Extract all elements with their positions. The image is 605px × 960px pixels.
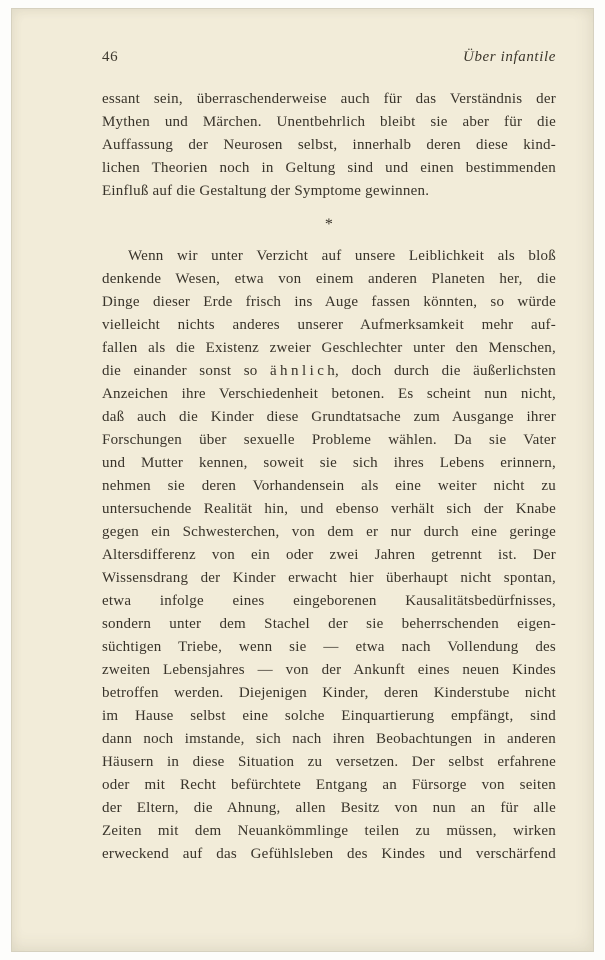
text-line: oder mit Recht befürchtete Entgang an Fürsorge von seiten <box>102 777 556 793</box>
text-line: Einfluß auf die Gestaltung der Symptome gewinnen. <box>102 183 430 199</box>
text-line: etwa infolge eines eingeborenen Kausalitätsbedürfnisses, <box>102 593 556 609</box>
text-line: Häusern in diese Situation zu versetzen. Der selbst erfahrene <box>102 754 556 770</box>
text-line: Mythen und Märchen. Unentbehrlich bleibt sie aber für die <box>102 114 556 130</box>
text-line: der Eltern, die Ahnung, allen Besitz von nun an für alle <box>102 800 556 816</box>
text-line: lichen Theorien noch in Geltung sind und einen bestimmenden <box>102 160 556 176</box>
text-line: gegen ein Schwesterchen, von dem er nur durch eine geringe <box>102 524 556 540</box>
text-line: betroffen werden. Diejenigen Kinder, deren Kinderstube nicht <box>102 685 556 701</box>
text-line: dann noch imstande, sich nach ihren Beobachtungen in anderen <box>102 731 556 747</box>
text-line: Wissensdrang der Kinder erwacht hier überhaupt nicht spontan, <box>102 570 556 586</box>
text-line: süchtigen Triebe, wenn sie — etwa nach Vollendung des <box>102 639 556 655</box>
running-header: Über infantile <box>463 49 556 65</box>
text-line: Anzeichen ihre Verschiedenheit betonen. Es scheint nun nicht, <box>102 386 556 402</box>
book-page <box>11 8 594 952</box>
page-number: 46 <box>102 49 119 65</box>
text-line: im Hause selbst eine solche Einquartierung empfängt, sind <box>102 708 556 724</box>
paragraph-2 <box>102 245 556 866</box>
text-line: Zeiten mit dem Neuankömmlinge teilen zu müssen, wirken <box>102 823 556 839</box>
text-line: erweckend auf das Gefühlsleben des Kindes und verschärfend <box>102 846 556 862</box>
text-line: Dinge dieser Erde frisch ins Auge fassen könnten, so würde <box>102 294 556 310</box>
text-line: untersuchende Realität hin, und ebenso verhält sich der Knabe <box>102 501 556 517</box>
paragraph-1 <box>102 88 556 203</box>
body-text <box>102 88 556 866</box>
text-line: denkende Wesen, etwa von einem anderen Planeten her, die <box>102 271 556 287</box>
section-separator: * <box>324 216 334 233</box>
text-line: Forschungen über sexuelle Probleme wählen. Da sie Vater <box>102 432 556 448</box>
text-line: sondern unter dem Stachel der sie beherrschenden eigen- <box>102 616 556 632</box>
page-header <box>102 49 556 66</box>
text-line: Wenn wir unter Verzicht auf unsere Leiblichkeit als bloß <box>128 248 556 264</box>
text-line: fallen als die Existenz zweier Geschlechter unter den Menschen, <box>102 340 556 356</box>
text-line: vielleicht nichts anderes unserer Aufmerksamkeit mehr auf- <box>102 317 556 333</box>
text-line: die einander sonst so ä h n l i c h, doch durch die äußerlichsten <box>102 363 556 379</box>
text-line: und Mutter kennen, soweit sie sich ihres Lebens erinnern, <box>102 455 556 471</box>
text-line: Altersdifferenz von ein oder zwei Jahren getrennt ist. Der <box>102 547 556 563</box>
text-line: Auffassung der Neurosen selbst, innerhalb deren diese kind- <box>102 137 556 153</box>
text-line: daß auch die Kinder diese Grundtatsache zum Ausgange ihrer <box>102 409 556 425</box>
text-line: essant sein, überraschenderweise auch für das Verständnis der <box>102 91 556 107</box>
text-line: nehmen sie deren Vorhandensein als eine weiter nicht zu <box>102 478 556 494</box>
text-line: zweiten Lebensjahres — von der Ankunft eines neuen Kindes <box>102 662 556 678</box>
